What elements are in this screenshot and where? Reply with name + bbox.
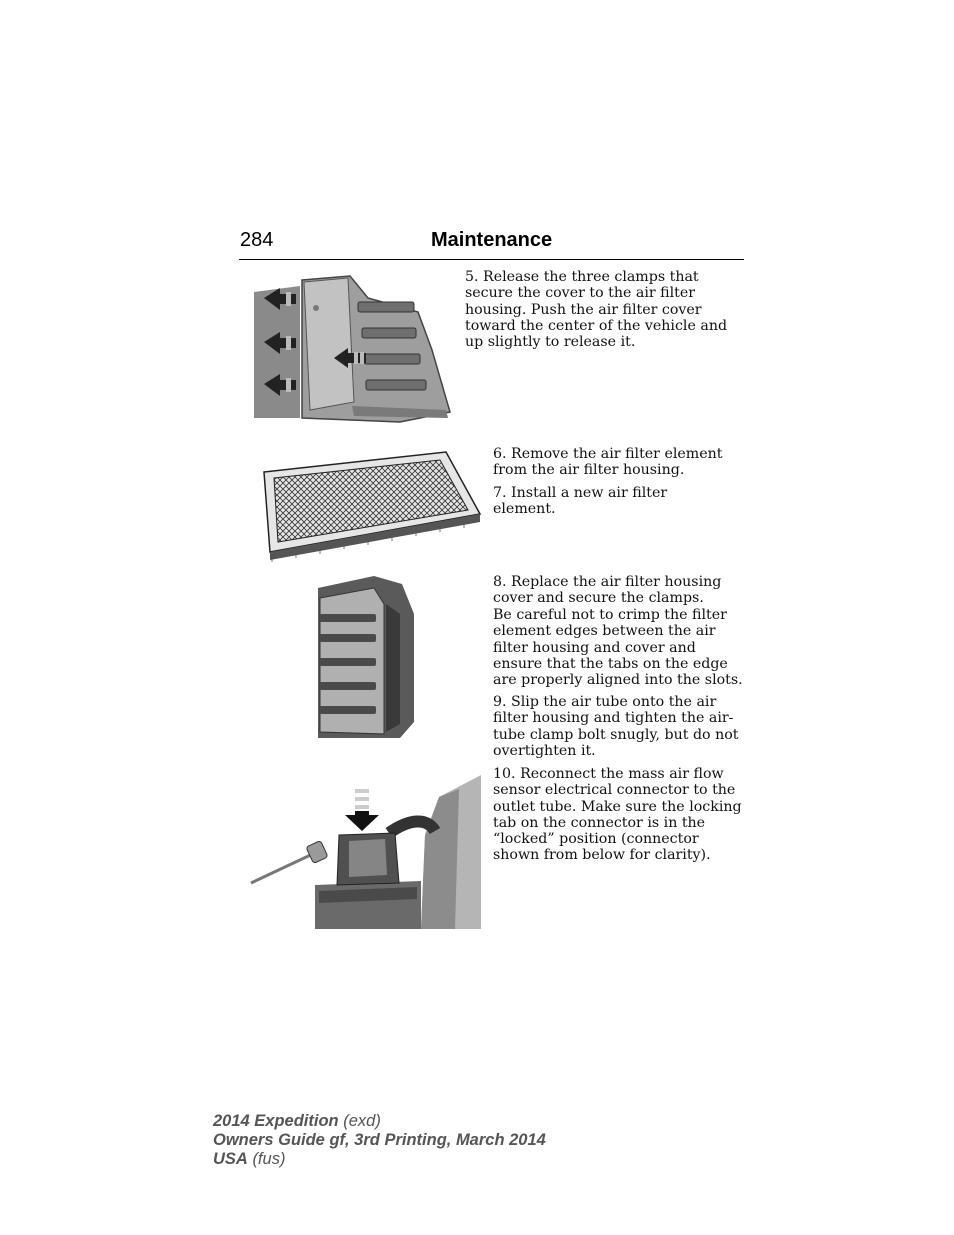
footer-market: USA — [213, 1150, 248, 1168]
step-10-text: 10. Reconnect the mass air flow sensor electrical connector to the outlet tube. Make sure the locking tab on the connector is in the “locked” position (connector shown from below for clarity). — [493, 766, 742, 864]
air-filter-cover-clamps-illustration — [250, 272, 455, 424]
footer-market-code: (fus) — [252, 1150, 286, 1168]
step-8-note-text: Be careful not to crimp the filter element edges between the air filter housing and cover and ensure that the tabs on the edge are properly aligned into the slots. — [493, 607, 743, 689]
air-filter-element-illustration — [256, 444, 481, 566]
mass-air-flow-connector-illustration — [249, 775, 481, 929]
footer-guide-line — [213, 1131, 546, 1150]
footer-model-code: (exd) — [343, 1112, 381, 1130]
step-7-text: 7. Install a new air filter element. — [493, 485, 668, 518]
header-rule — [239, 259, 744, 260]
footer-model: 2014 Expedition — [213, 1112, 339, 1130]
footer-market-line — [213, 1150, 546, 1169]
step-6-text: 6. Remove the air filter element from the air filter housing. — [493, 446, 723, 479]
step-9-text: 9. Slip the air tube onto the air filter housing and tighten the air-tube clamp bolt snugly, but do not overtighten it. — [493, 694, 739, 759]
page-number: 284 — [240, 229, 274, 251]
section-title: Maintenance — [431, 229, 553, 251]
step-5-text: 5. Release the three clamps that secure the cover to the air filter housing. Push the air filter cover toward the center of the vehicle and up slightly to release it. — [465, 269, 728, 351]
air-filter-housing-cover-illustration — [314, 574, 416, 740]
footer-model-line — [213, 1112, 546, 1131]
step-8-text: 8. Replace the air filter housing cover and secure the clamps. — [493, 574, 722, 607]
footer-guide: Owners Guide gf, 3rd Printing, March 2014 — [213, 1131, 546, 1149]
document-footer — [213, 1112, 546, 1169]
